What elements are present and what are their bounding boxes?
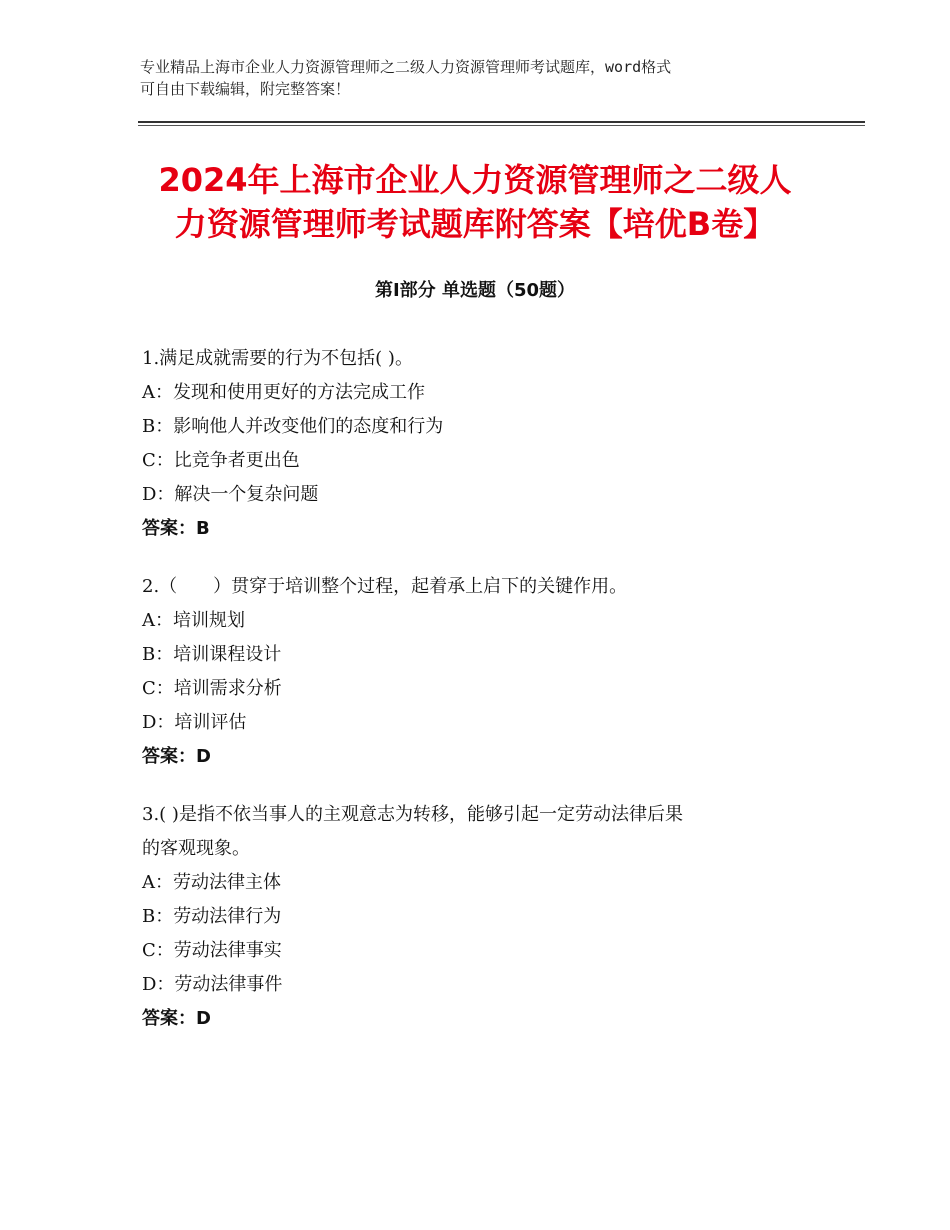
question-3 — [142, 798, 822, 1036]
answer: 答案：D — [142, 1008, 211, 1029]
header-note: 专业精品上海市企业人力资源管理师之二级人力资源管理师考试题库，word格式 可自由下载编辑，附完整答案！ — [140, 58, 672, 98]
option-b: B：培训课程设计 — [142, 644, 282, 665]
question-text: 1.满足成就需要的行为不包括( )。 — [142, 348, 413, 369]
option-a: A：培训规划 — [142, 610, 245, 631]
header-rule-thick — [138, 121, 865, 123]
question-2 — [142, 570, 822, 774]
option-b: B：劳动法律行为 — [142, 906, 282, 927]
option-c: C：比竞争者更出色 — [142, 450, 300, 471]
section-heading: 第Ⅰ部分 单选题（50题） — [374, 280, 575, 301]
question-1 — [142, 342, 822, 546]
question-list — [142, 342, 822, 1060]
answer: 答案：B — [142, 518, 210, 539]
option-a: A：发现和使用更好的方法完成工作 — [142, 382, 425, 403]
question-text: 2.（ ）贯穿于培训整个过程，起着承上启下的关键作用。 — [142, 576, 628, 597]
question-text: 3.( )是指不依当事人的主观意志为转移，能够引起一定劳动法律后果 的客观现象。 — [142, 804, 683, 859]
option-d: D：解决一个复杂问题 — [142, 484, 319, 505]
option-c: C：劳动法律事实 — [142, 940, 282, 961]
option-d: D：劳动法律事件 — [142, 974, 283, 995]
option-b: B：影响他人并改变他们的态度和行为 — [142, 416, 444, 437]
option-c: C：培训需求分析 — [142, 678, 282, 699]
option-a: A：劳动法律主体 — [142, 872, 281, 893]
option-d: D：培训评估 — [142, 712, 247, 733]
document-title: 2024年上海市企业人力资源管理师之二级人 力资源管理师考试题库附答案【培优B卷】 — [158, 161, 792, 243]
answer: 答案：D — [142, 746, 211, 767]
header-rule-thin — [138, 125, 865, 126]
